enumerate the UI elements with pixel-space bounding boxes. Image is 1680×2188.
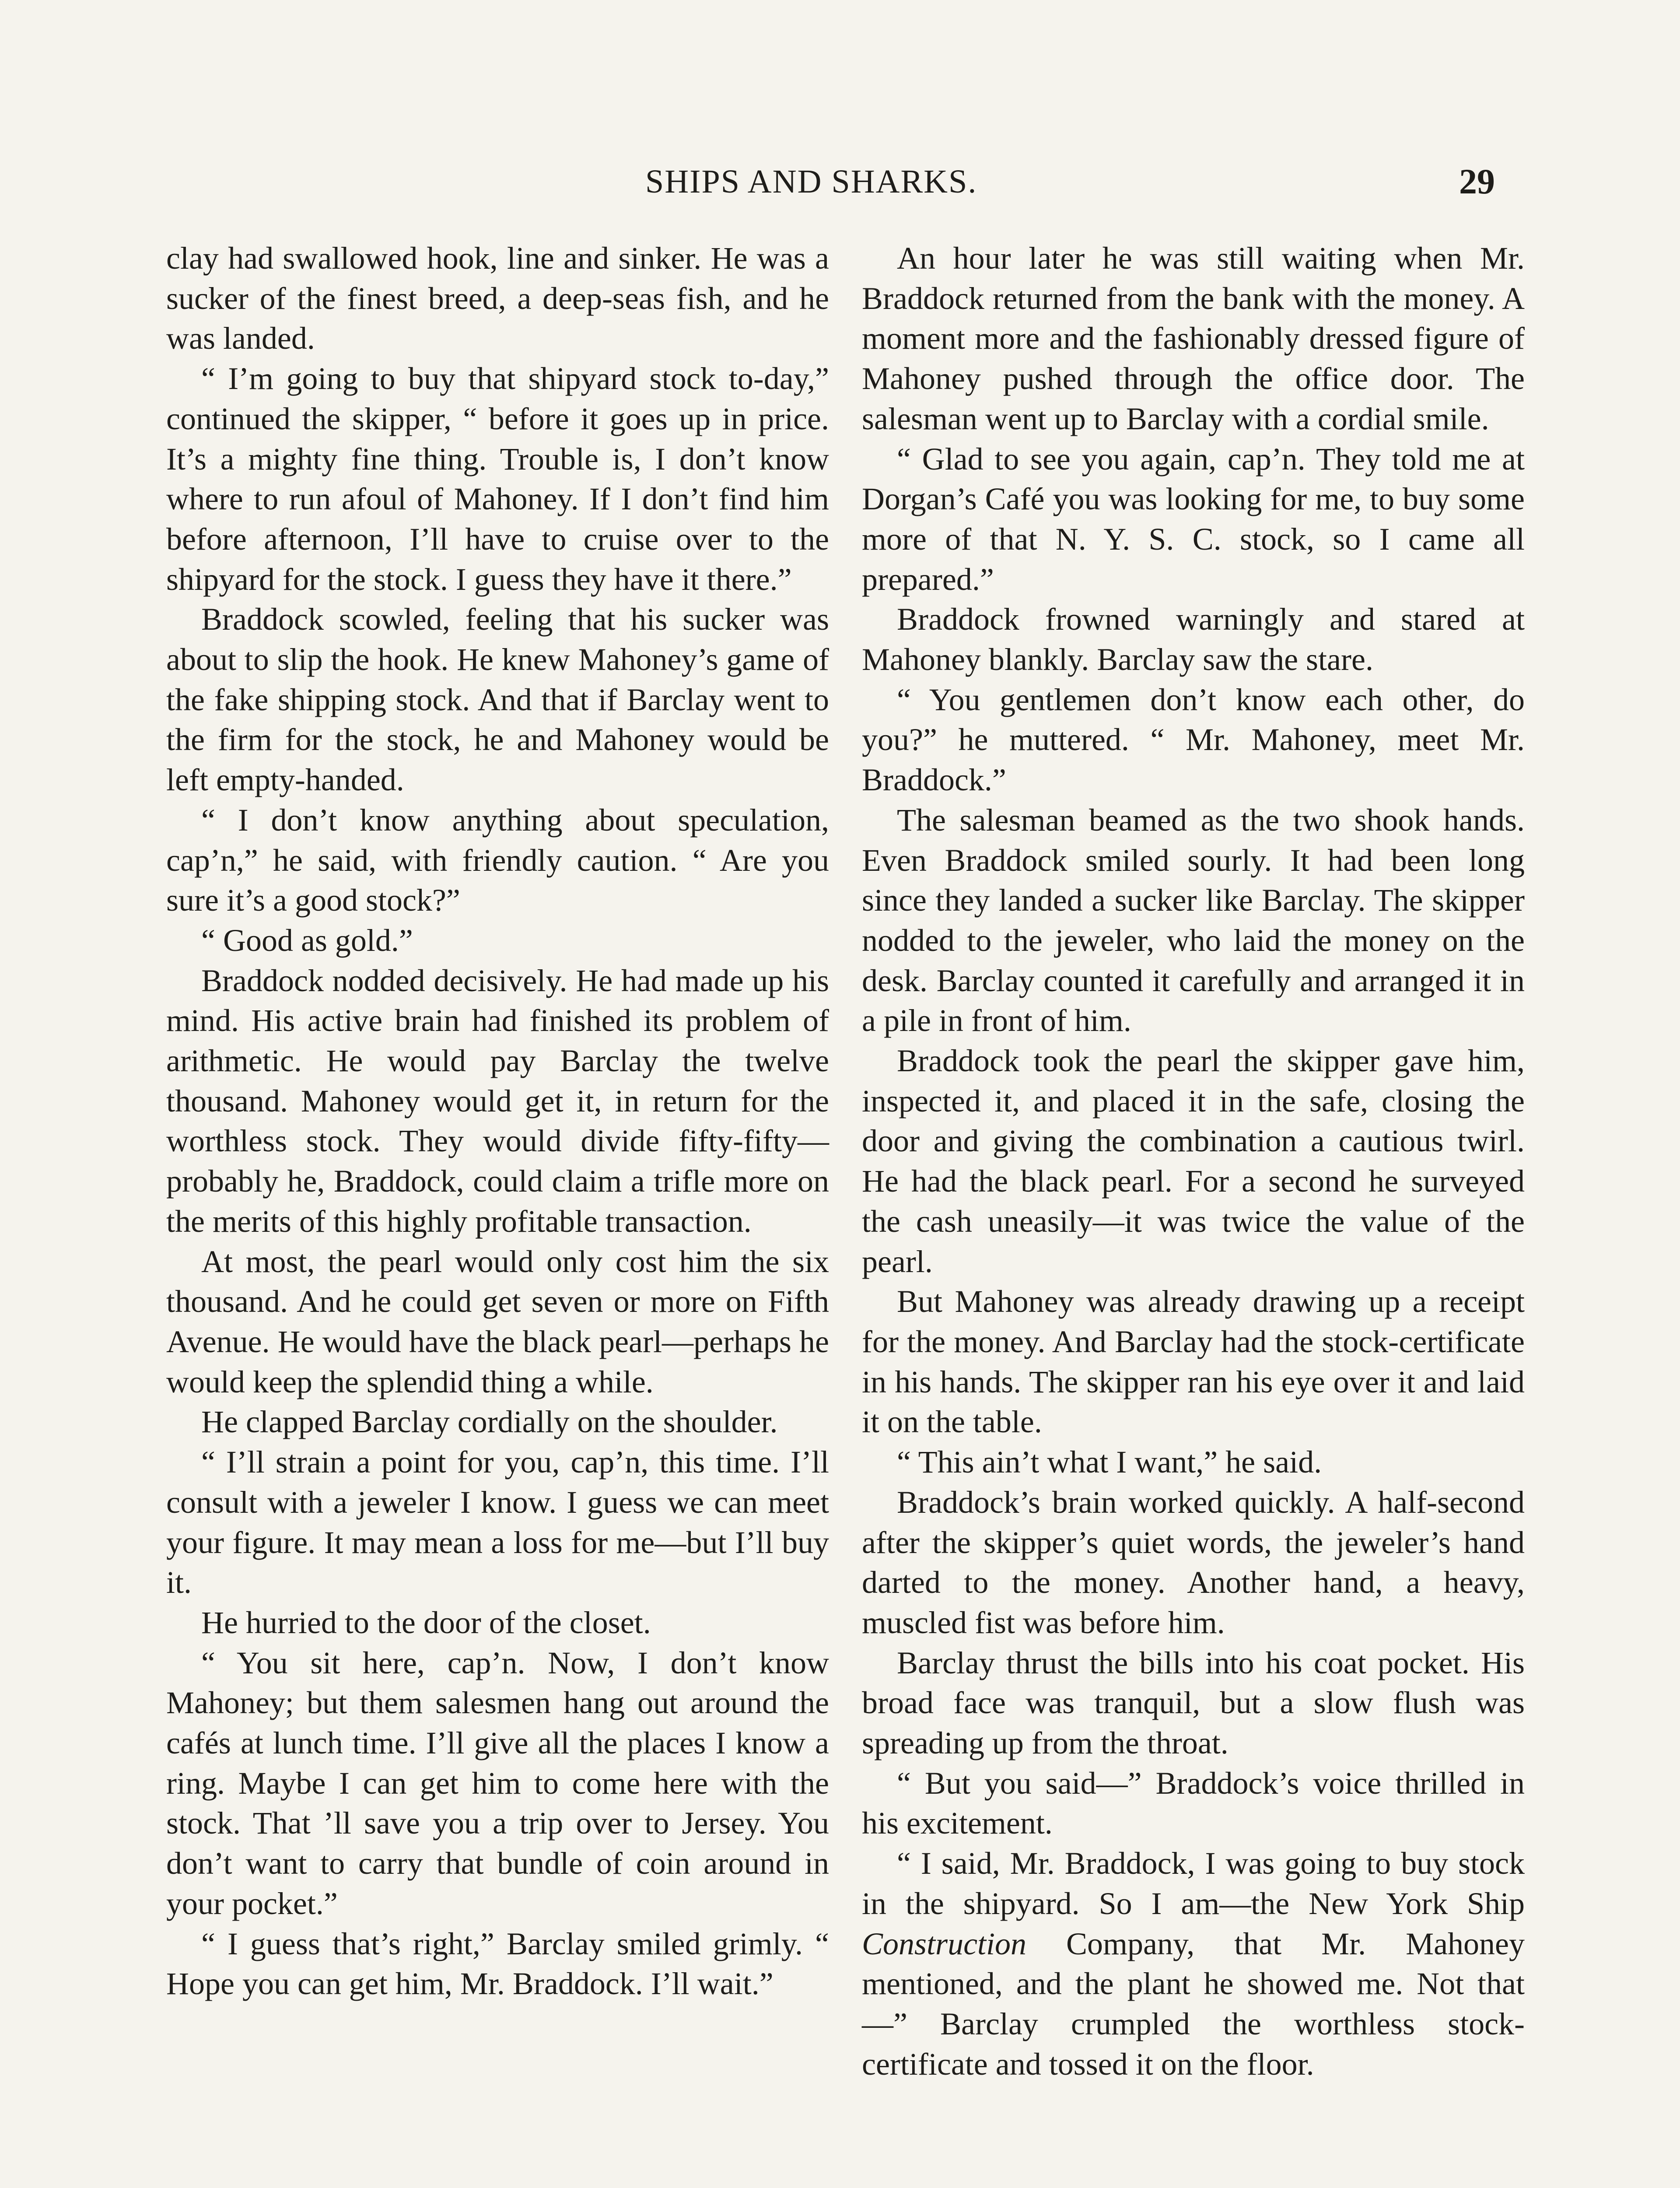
- paragraph: He clapped Barclay cordially on the shoulder.: [201, 1404, 778, 1440]
- left-text-column: [166, 238, 829, 2004]
- paragraph: Barclay thrust the bills into his coat pocket. His broad face was tranquil, but a slow flush was spreading up from the throat.: [862, 1645, 1525, 1761]
- paragraph: “ I guess that’s right,” Barclay smiled grimly. “ Hope you can get him, Mr. Braddock. I’ll wait.”: [166, 1926, 829, 2002]
- paragraph: Braddock scowled, feeling that his sucker was about to slip the hook. He knew Mahoney’s game of the fake shipping stock. And that if Barclay went to the firm for the stock, he and Mahoney would be left empty-handed.: [166, 602, 829, 798]
- paragraph: “ Glad to see you again, cap’n. They told me at Dorgan’s Café you was looking for me, to buy some more of that N. Y. S. C. stock, so I came all prepared.”: [862, 441, 1525, 597]
- paragraph: He hurried to the door of the closet.: [201, 1605, 651, 1640]
- running-title: SHIPS AND SHARKS.: [645, 163, 977, 200]
- paragraph: Braddock’s brain worked quickly. A half-second after the skipper’s quiet words, the jeweler’s hand darted to the money. Another hand, a heavy, muscled fist was before him.: [862, 1484, 1525, 1640]
- paragraph: “ You sit here, cap’n. Now, I don’t know Mahoney; but them salesmen hang out around the cafés at lunch time. I’ll give all the places I know a ring. Maybe I can get him to come here with the stock. That ’ll save you a trip over to Jersey. You don’t want to carry that bundle of coin around in your pocket.”: [166, 1645, 829, 1921]
- page-number: 29: [1459, 161, 1495, 201]
- paragraph: Braddock took the pearl the skipper gave him, inspected it, and placed it in the safe, closing the door and giving the combination a cautious twirl. He had the black pearl. For a second he surveyed the cash uneasily—it was twice the value of the pearl.: [862, 1043, 1525, 1279]
- paragraph: But Mahoney was already drawing up a receipt for the money. And Barclay had the stock-certificate in his hands. The skipper ran his eye over it and laid it on the table.: [862, 1284, 1525, 1440]
- paragraph: “ But you said—” Braddock’s voice thrilled in his excitement.: [862, 1765, 1525, 1841]
- paragraph: “ I’m going to buy that shipyard stock to-day,” continued the skipper, “ before it goes up in price. It’s a mighty fine thing. Trouble is, I don’t know where to run afoul of Mahoney. If I don’t find him before afternoon, I’ll have to cruise over to the shipyard for the stock. I guess they have it there.”: [166, 361, 829, 597]
- paragraph: At most, the pearl would only cost him the six thousand. And he could get seven or more on Fifth Avenue. He would have the black pearl—perhaps he would keep the splendid thing a while.: [166, 1244, 829, 1399]
- paragraph: “ You gentlemen don’t know each other, do you?” he muttered. “ Mr. Mahoney, meet Mr. Braddock.”: [862, 682, 1525, 798]
- paragraph: An hour later he was still waiting when Mr. Braddock returned from the bank with the money. A moment more and the fashionably dressed figure of Mahoney pushed through the office door. The salesman went up to Barclay with a cordial smile.: [862, 241, 1525, 436]
- paragraph: Braddock nodded decisively. He had made up his mind. His active brain had finished its problem of arithmetic. He would pay Barclay the twelve thousand. Mahoney would get it, in return for the worthless stock. They would divide fifty-fifty—probably he, Braddock, could claim a trifle more on the merits of this highly profitable transaction.: [166, 963, 829, 1239]
- paragraph: The salesman beamed as the two shook hands. Even Braddock smiled sourly. It had been long since they landed a sucker like Barclay. The skipper nodded to the jeweler, who laid the money on the desk. Barclay counted it carefully and arranged it in a pile in front of him.: [862, 802, 1525, 1038]
- paragraph: “ I don’t know anything about speculation, cap’n,” he said, with friendly caution. “ Are you sure it’s a good stock?”: [166, 802, 829, 918]
- paragraph-text: “ I said, Mr. Braddock, I was going to buy stock in the shipyard. So I am—the New York Ship: [862, 1846, 1525, 1921]
- paragraph: Braddock frowned warningly and stared at Mahoney blankly. Barclay saw the stare.: [862, 602, 1525, 677]
- right-text-column: [862, 238, 1525, 2084]
- paragraph: “ Good as gold.”: [201, 922, 413, 958]
- italic-word: Construction: [862, 1926, 1027, 1961]
- running-head: [0, 158, 1680, 206]
- paragraph: “ This ain’t what I want,” he said.: [897, 1445, 1322, 1480]
- paragraph: [862, 1844, 1525, 2084]
- paragraph: “ I’ll strain a point for you, cap’n, this time. I’ll consult with a jeweler I know. I guess we can meet your figure. It may mean a loss for me—but I’ll buy it.: [166, 1445, 829, 1600]
- paragraph-text: Company, that Mr. Mahoney mentioned, and the plant he showed me. Not that—” Barclay crumpled the worthless stock-certificate and tossed it on the floor.: [862, 1926, 1525, 2082]
- paragraph: clay had swallowed hook, line and sinker. He was a sucker of the finest breed, a deep-seas fish, and he was landed.: [166, 241, 829, 356]
